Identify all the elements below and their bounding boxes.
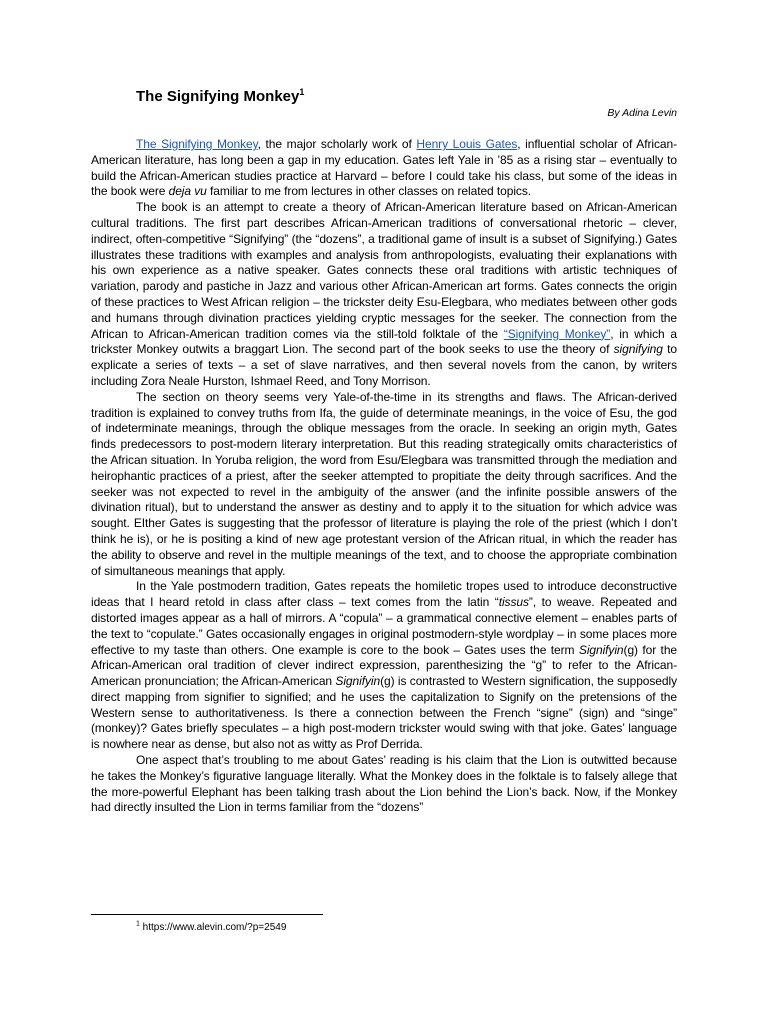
p2-text-2: , in which a trickster Monkey outwits a braggart Lion. The second part of the book seeks to use the theory of <box>91 326 677 357</box>
p4-emphasis-signifyin-2: Signifyin <box>335 674 381 689</box>
p2-text-3: to explicate a series of texts – a set of slave narratives, and then several novels from the canon, by writers including Zora Neale Hurston, Ishmael Reed, and Tony Morrison. <box>91 342 677 388</box>
article-body <box>91 137 677 816</box>
title-footnote-marker: 1 <box>299 87 305 97</box>
p2-emphasis-signifying: signifying <box>613 342 663 357</box>
p4-text-3: (g) for the African-American oral tradition of clever indirect expression, parenthesizing the “g” to refer to the African-American pronunciation; the African-American <box>91 642 678 689</box>
author-byline: By Adina Levin <box>607 107 677 119</box>
footnote-marker: 1 <box>136 920 140 928</box>
p4-text-2: ”, to weave. Repeated and distorted images appear as a hall of mirrors. A “copula” – a grammatical connective element – enables parts of the text to “copulate.” Gates occasionally engages in original postmodern-style wordplay – in some places more effective to my taste than others. One example is core to the book – Gates uses the term <box>91 595 678 657</box>
p4-emphasis-tissus: tissus <box>498 595 529 610</box>
link-signifying-monkey-folktale[interactable]: “Signifying Monkey” <box>503 326 611 341</box>
p2-text-1: The book is an attempt to create a theory of African-American literature based on African-American cultural traditions. The first part describes African-American traditions of conversational rhetoric – clever, indirect, often-competitive “Signifying” (the “dozens”, a traditional game of insult is a subset of Signifying.) Gates illustrates these traditions with examples and analysis from anthropologists, evaluating their explanations with his own experience as a native speaker. Gates connects these oral traditions with artistic techniques of variation, parody and pastiche in Jazz and various other African-American art forms. Gates connects the origin of these practices to West African religion – the trickster deity Esu-Elegbara, who mediates between other gods and humans through divination practices yielding cryptic messages for the seeker. The connection from the African to African-American tradition comes via the still-told folktale of the <box>91 200 677 341</box>
p3-text-1: The section on theory seems very Yale-of-the-time in its strengths and flaws. The African-derived tradition is explained to convey truths from Ifa, the guide of determinate meanings, in the voice of Esu, the god of indeterminate meanings, through the oblique messages from the oracle. In seeking an origin myth, Gates finds predecessors to post-modern literary interpretation. But this reading strategically omits characteristics of the African situation. In Yoruba religion, the word from Esu/Elegbara was transmitted through the mediation and heirophantic practices of a priest, after the seeker attempted to propitiate the deity through sacrifices. And the seeker was not expected to revel in the ambiguity of the answer (and the infinite possible answers of the divination ritual), but to understand the answer as destiny and to apply it to the situation for which advice was sought. EIther Gates is suggesting that the professor of literature is playing the role of the priest (which I don’t think he is), or he is positing a kind of new age protestant version of the African ritual, in which the reader has the ability to observe and revel in the multiple meanings of the text, and to choose the appropriate combination of simultaneous meanings that apply. <box>91 389 677 578</box>
p4-text-1: In the Yale postmodern tradition, Gates repeats the homiletic tropes used to introduce deconstructive ideas that I heard retold in class after class – text comes from the latin “ <box>91 579 677 610</box>
footnote-divider <box>91 914 323 915</box>
paragraph-4 <box>91 579 677 753</box>
p4-emphasis-signifyin-1: Signifyin <box>578 642 624 657</box>
footnote-url: https://www.alevin.com/?p=2549 <box>139 922 287 933</box>
p1-text-3: familiar to me from lectures in other classes on related topics. <box>206 184 532 199</box>
link-henry-louis-gates[interactable]: Henry Louis Gates <box>416 137 518 151</box>
title-text: The Signifying Monkey <box>136 88 300 105</box>
footnote <box>136 922 286 933</box>
page-title <box>136 88 304 105</box>
paragraph-1 <box>91 137 677 200</box>
p4-text-4: (g) is contrasted to Western signification, the supposedly direct mapping from signifier to signified; and he uses the capitalization to Signify on the pretensions of the Western sense to authoritativeness. Is there a connection between the French “signe” (sign) and “singe” (monkey)? Gates briefly speculates – a high post-modern trickster would swing with that joke. Gates’ language is nowhere near as dense, but also not as witty as Prof Derrida. <box>91 674 677 752</box>
p1-text-2: , influential scholar of African-American literature, has long been a gap in my education. Gates left Yale in ’85 as a rising star – eventually to build the African-American studies practice at Harvard – before I could take his class, but some of the ideas in the book were <box>91 137 677 199</box>
paragraph-2 <box>91 200 677 390</box>
link-signifying-monkey-book[interactable]: The Signifying Monkey <box>136 137 258 151</box>
paragraph-3 <box>91 390 677 580</box>
p1-emphasis-deja-vu: deja vu <box>168 184 207 199</box>
p5-text-1: One aspect that’s troubling to me about Gates’ reading is his claim that the Lion is outwitted because he takes the Monkey’s figurative language literally. What the Monkey does in the folktale is to falsely allege that the more-powerful Elephant has been talking trash about the Lion behind the Lion’s back. Now, if the Monkey had directly insulted the Lion in terms familiar from the “dozens” <box>91 753 677 815</box>
paragraph-5 <box>91 753 677 816</box>
p1-text-1: , the major scholarly work of <box>257 137 417 151</box>
